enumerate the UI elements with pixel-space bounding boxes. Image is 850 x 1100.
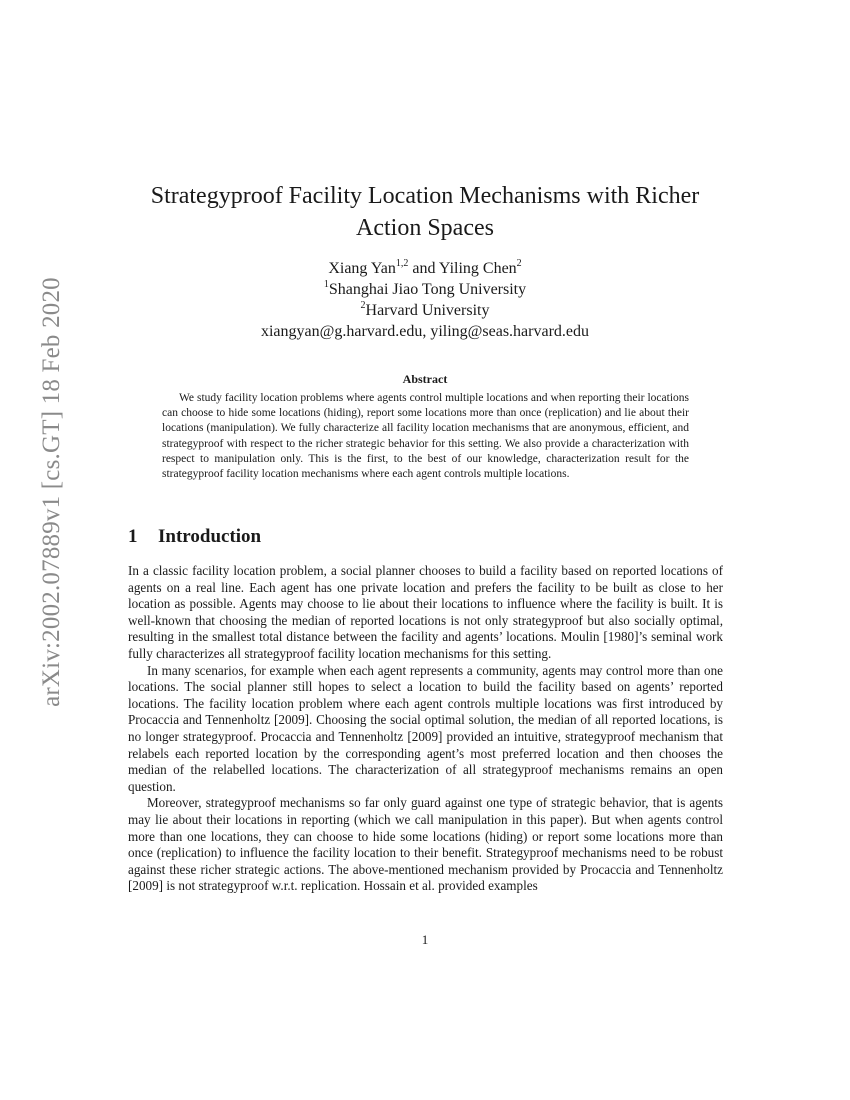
section-body xyxy=(128,563,723,895)
arxiv-stamp xyxy=(34,268,70,716)
author-connector: and xyxy=(408,260,439,277)
arxiv-stamp-text: arXiv:2002.07889v1 [cs.GT] 18 Feb 2020 xyxy=(38,277,65,707)
body-paragraph: Moreover, strategyproof mechanisms so far only guard against one type of strategic behavior, that is agents may lie about their locations in reporting (which we call manipulation in this paper). But when agents control more than one locations, they can choose to hide some locations (hiding) or report some locations more than once (replication) to influence the facility location to their benefit. Strategyproof mechanisms need to be robust against these richer strategic actions. The above-mentioned mechanism provided by Procaccia and Tennenholtz [2009] is not strategyproof w.r.t. replication. Hossain et al. provided examples xyxy=(128,795,723,894)
author-affiliation-mark: 2 xyxy=(516,257,522,269)
page-number: 1 xyxy=(421,932,429,947)
paper-title: Strategyproof Facility Location Mechanisms with Richer Action Spaces xyxy=(150,183,700,241)
body-paragraph: In many scenarios, for example when each agent represents a community, agents may control more than one locations. The social planner still hopes to select a location to build the facility based on agents’ reported locations. The facility location problem where each agent controls multiple locations was first introduced by Procaccia and Tennenholtz [2009]. Choosing the social optimal solution, the median of all reported locations, is no longer strategyproof. Procaccia and Tennenholtz [2009] provided an intuitive, strategyproof mechanism that relabels each reported location by the corresponding agent’s most preferred location and then chooses the median of the relabelled locations. The characterization of all strategyproof mechanisms remains an open question. xyxy=(128,662,723,794)
section-title: Introduction xyxy=(158,526,262,547)
author-affiliation-mark: 1,2 xyxy=(395,257,409,269)
section-heading xyxy=(128,526,261,548)
body-paragraph: In a classic facility location problem, a social planner chooses to build a facility based on reported locations of agents on a real line. Each agent has one private location and prefers the facility to be built as close to her location as possible. Agents may choose to lie about their locations to influence where the facility is built. It is well-known that choosing the median of reported locations is not only strategyproof but also socially optimal, resulting in the smallest total distance between the facility and agents’ locations. Moulin [1980]’s seminal work fully characterizes all strategyproof facility location mechanisms for this setting. xyxy=(128,563,723,661)
abstract-text: We study facility location problems where agents control multiple locations and when reporting their locations can choose to hide some locations (hiding), report some locations more than once (replication) and lie about their locations (manipulation). We fully characterize all facility location mechanisms that are anonymous, efficient, and strategyproof with respect to the richer strategic behavior for this setting. We also provide a characterization with respect to manipulation only. This is the first, to the best of our knowledge, characterization result for the strategyproof facility location mechanisms where each agent controls multiple locations. xyxy=(162,392,689,481)
affiliation-name: Shanghai Jiao Tong University xyxy=(328,281,527,298)
author-names xyxy=(128,258,722,279)
section-number: 1 xyxy=(128,526,138,547)
affiliation xyxy=(128,279,722,300)
abstract-heading: Abstract xyxy=(402,372,448,386)
author-block xyxy=(128,258,722,342)
affiliation-mark: 2 xyxy=(360,299,366,311)
affiliation-name: Harvard University xyxy=(365,302,490,319)
author-name: Xiang Yan xyxy=(328,260,396,277)
affiliation-mark: 1 xyxy=(323,278,329,290)
affiliation xyxy=(128,300,722,321)
author-emails: xiangyan@g.harvard.edu, yiling@seas.harvard.edu xyxy=(260,323,590,340)
author-name: Yiling Chen xyxy=(438,260,517,277)
